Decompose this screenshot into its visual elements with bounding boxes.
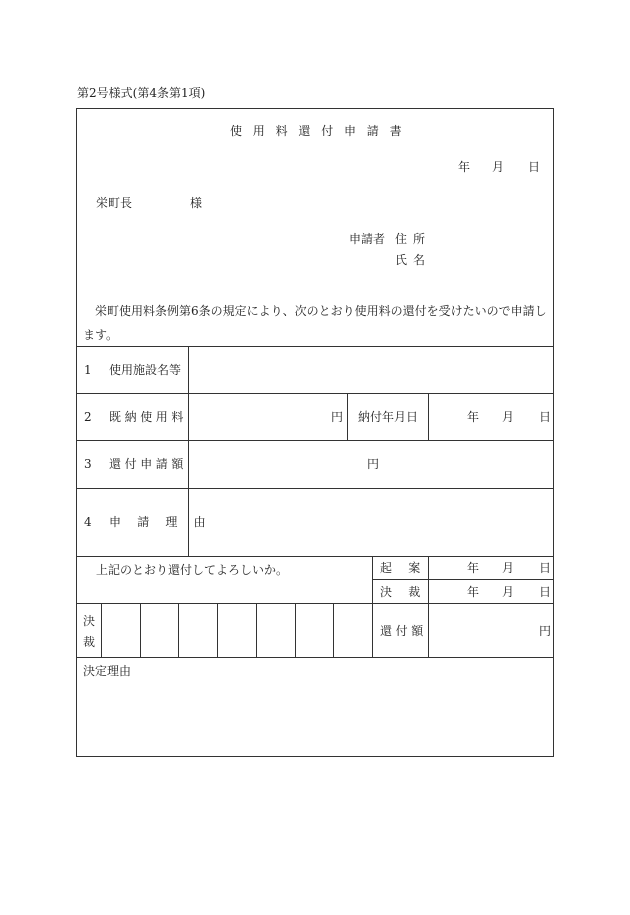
form-title: 使用料還付申請書 xyxy=(230,124,413,138)
row-number: 3 xyxy=(84,457,92,471)
reason-label: 申請理由 xyxy=(109,515,222,529)
applicant-address-label[interactable]: 住所 xyxy=(395,232,432,246)
decision-label: 決裁 xyxy=(380,585,437,599)
refund-amount-label: 還付額 xyxy=(380,624,427,638)
applicant-name-label[interactable]: 氏名 xyxy=(395,253,432,267)
stamp-cell[interactable] xyxy=(257,604,295,657)
paid-date-day[interactable]: 日 xyxy=(539,410,552,424)
paid-fee-field[interactable] xyxy=(189,394,347,440)
column-divider xyxy=(347,393,348,441)
header-date-month[interactable]: 月 xyxy=(492,160,505,174)
decision-date-year[interactable]: 年 xyxy=(467,585,480,599)
facility-field[interactable] xyxy=(189,347,553,393)
addressee-honorific: 様 xyxy=(190,196,203,210)
stamp-label-bottom: 裁 xyxy=(83,635,96,649)
header-date-year[interactable]: 年 xyxy=(458,160,471,174)
paid-date-month[interactable]: 月 xyxy=(502,410,515,424)
paid-fee-yen: 円 xyxy=(331,410,344,424)
stamp-cell[interactable] xyxy=(218,604,256,657)
approval-question: 上記のとおり還付してよろしいか。 xyxy=(96,563,289,577)
draft-date-day[interactable]: 日 xyxy=(539,561,552,575)
draft-label: 起案 xyxy=(380,561,437,575)
column-divider xyxy=(372,556,373,658)
paid-date-year[interactable]: 年 xyxy=(467,410,480,424)
paid-fee-label: 既納使用料 xyxy=(109,410,188,424)
row-number: 1 xyxy=(84,363,92,377)
row-divider xyxy=(77,556,553,557)
row-divider xyxy=(372,579,553,580)
facility-label: 使用施設名等 xyxy=(109,363,182,377)
row-number: 2 xyxy=(84,410,92,424)
stamp-label-top: 決 xyxy=(83,614,96,628)
header-date-day[interactable]: 日 xyxy=(528,160,541,174)
decision-reason-label: 決定理由 xyxy=(83,664,132,678)
decision-date-month[interactable]: 月 xyxy=(502,585,515,599)
decision-date-day[interactable]: 日 xyxy=(539,585,552,599)
form-number-label: 第2号様式(第4条第1項) xyxy=(77,86,206,100)
draft-date-year[interactable]: 年 xyxy=(467,561,480,575)
reason-field[interactable] xyxy=(189,489,553,556)
stamp-cell[interactable] xyxy=(141,604,178,657)
stamp-cell[interactable] xyxy=(334,604,372,657)
paid-date-label: 納付年月日 xyxy=(358,410,419,424)
row-number: 4 xyxy=(84,515,92,529)
column-divider xyxy=(428,393,429,441)
stamp-cell[interactable] xyxy=(102,604,140,657)
application-form xyxy=(76,108,554,757)
refund-amount-yen: 円 xyxy=(539,624,552,638)
draft-date-month[interactable]: 月 xyxy=(502,561,515,575)
application-statement: 栄町使用料条例第6条の規定により、次のとおり使用料の還付を受けたいので申請します。 xyxy=(83,304,547,342)
refund-request-yen: 円 xyxy=(367,457,380,471)
stamp-cell[interactable] xyxy=(179,604,217,657)
addressee-name: 栄町長 xyxy=(96,196,133,210)
decision-reason-field[interactable] xyxy=(78,658,552,755)
applicant-label: 申請者 xyxy=(349,232,386,246)
stamp-cell[interactable] xyxy=(296,604,333,657)
refund-request-label: 還付申請額 xyxy=(109,457,188,471)
